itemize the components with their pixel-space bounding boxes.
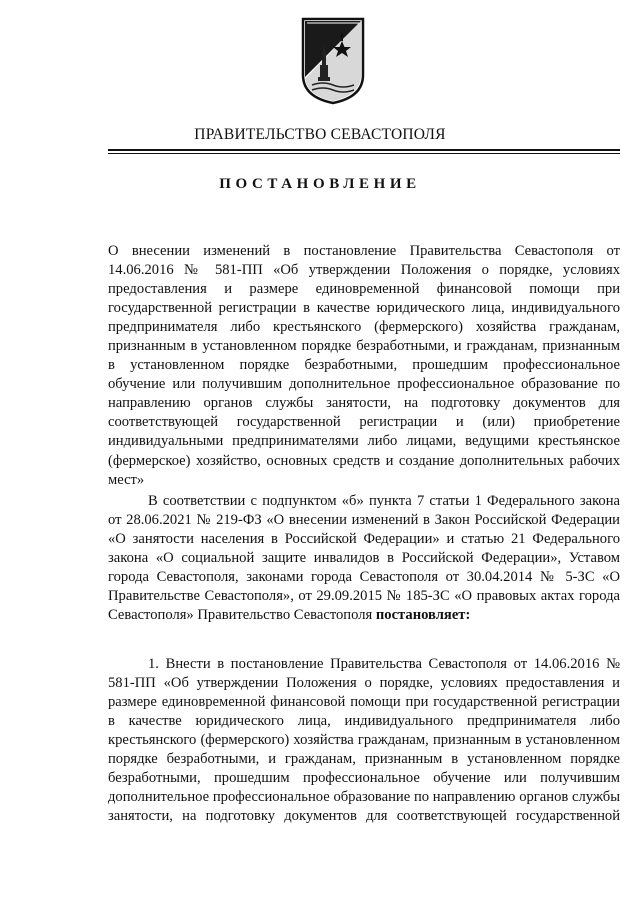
decree-word: постановляет: <box>375 607 471 624</box>
preamble-paragraph <box>108 492 620 625</box>
organization-title: ПРАВИТЕЛЬСТВО СЕВАСТОПОЛЯ <box>194 126 446 143</box>
header-divider-thick <box>108 149 620 151</box>
preamble-text: В соответствии с подпунктом «б» пункта 7 статьи 1 Федерального закона от 28.06.2021 № 219-ФЗ «О внесении изменений в Закон Российской Федерации «О занятости населения в Российской Федерации» и статью 21 Федерального закона «О социальной защите инвалидов в Российской Федерации», Уставом города Севастополя, законами города Севастополя от 30.04.2014 № 5-ЗС «О Правительстве Севастополя», от 29.09.2015 № 185-ЗС «О правовых актах города Севастополя» Правительство Севастополя <box>108 493 620 624</box>
header-divider-thin <box>108 153 620 154</box>
sevastopol-coat-of-arms-icon <box>298 15 368 105</box>
document-subject: О внесении изменений в постановление Правительства Севастополя от 14.06.2016 № 581-ПП «Об утверждении Положения о порядке, условиях предоставления и размере единовременной финансовой помощи при государственной регистрации в качестве юридического лица, индивидуального предпринимателя либо крестьянского (фермерского) хозяйства гражданам, признанным в установленном порядке безработными, и гражданам, признанным в установленном порядке безработными, прошедшим профессиональное обучение или получившим дополнительное профессиональное образование по направлению органов службы занятости, на подготовку документов для соответствующей государственной регистрации и (или) приобретение индивидуальными предпринимателями либо лицами, ведущими крестьянское (фермерское) хозяйство, основных средств и создание дополнительных рабочих мест» <box>108 243 620 488</box>
document-type: ПОСТАНОВЛЕНИЕ <box>219 176 421 192</box>
item-1-paragraph: 1. Внести в постановление Правительства Севастополя от 14.06.2016 № 581-ПП «Об утверждении Положения о порядке, условиях предоставления и размере единовременной финансовой помощи при государственной регистрации в качестве юридического лица, индивидуального предпринимателя либо крестьянского (фермерского) хозяйства гражданам, признанным в установленном порядке безработными, и гражданам, признанным в установленном порядке безработными, прошедшим профессиональное обучение или получившим дополнительное профессиональное образование по направлению органов службы занятости, на подготовку документов для соответствующей государственной <box>108 656 620 825</box>
